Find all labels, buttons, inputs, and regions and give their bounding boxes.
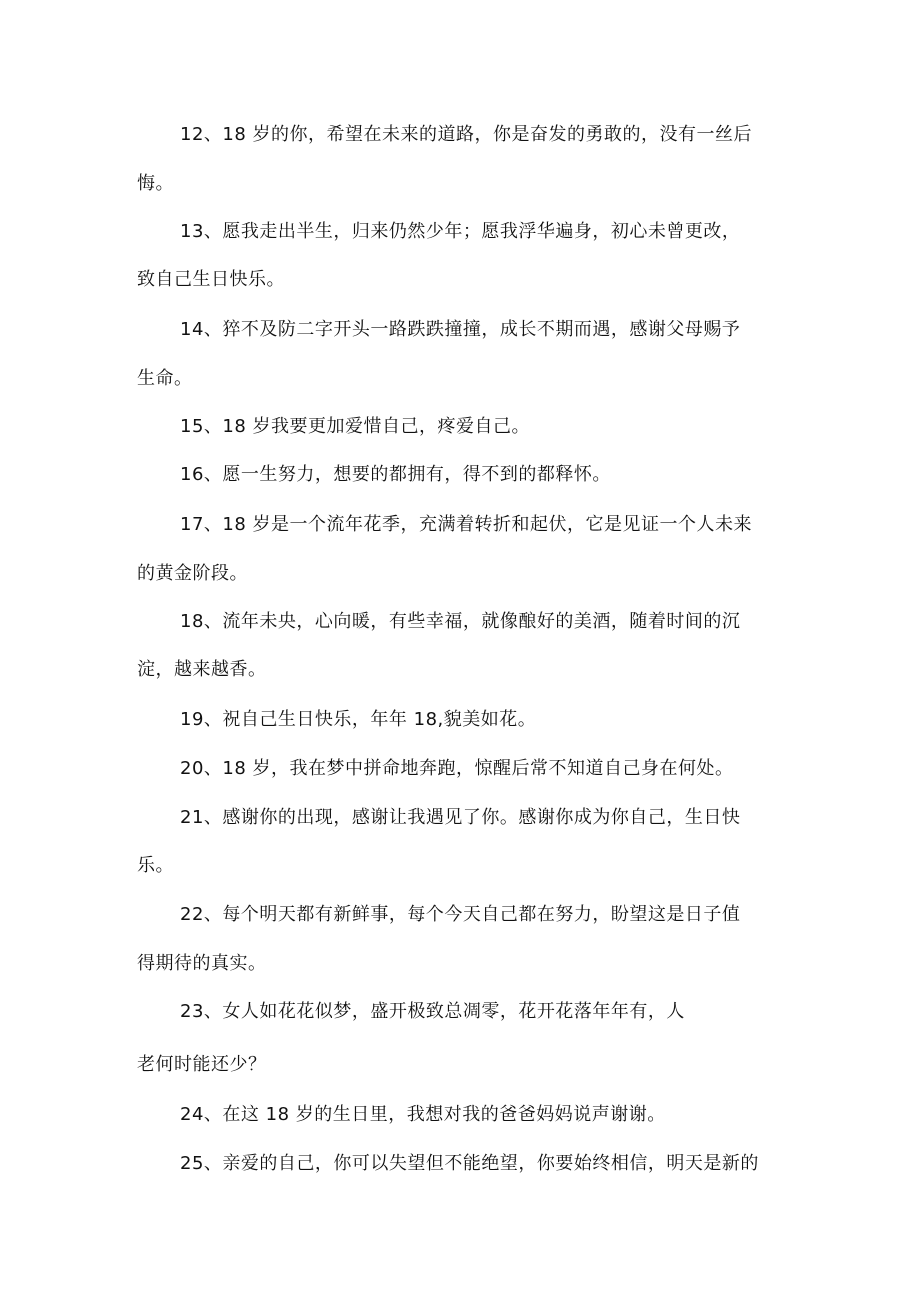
item-22-line-1: 22、每个明天都有新鲜事，每个今天自己都在努力，盼望这是日子值 bbox=[180, 904, 741, 925]
item-21-line-2: 乐。 bbox=[137, 855, 174, 876]
item-13-line-2: 致自己生日快乐。 bbox=[137, 269, 285, 290]
item-23-line-2: 老何时能还少？ bbox=[137, 1054, 267, 1075]
item-21-line-1: 21、感谢你的出现，感谢让我遇见了你。感谢你成为你自己，生日快 bbox=[180, 807, 741, 828]
item-19-line-1: 19、祝自己生日快乐，年年 18,貌美如花。 bbox=[180, 709, 537, 730]
item-17-line-2: 的黄金阶段。 bbox=[137, 563, 248, 584]
item-14-line-1: 14、猝不及防二字开头一路跌跌撞撞，成长不期而遇，感谢父母赐予 bbox=[180, 319, 741, 340]
item-12-line-2: 悔。 bbox=[137, 173, 174, 194]
item-18-line-2: 淀，越来越香。 bbox=[137, 659, 267, 680]
item-17-line-1: 17、18 岁是一个流年花季，充满着转折和起伏，它是见证一个人未来 bbox=[180, 514, 753, 535]
item-18-line-1: 18、流年未央，心向暖，有些幸福，就像酿好的美酒，随着时间的沉 bbox=[180, 611, 741, 632]
item-25-line-1: 25、亲爱的自己，你可以失望但不能绝望，你要始终相信，明天是新的 bbox=[180, 1153, 759, 1174]
item-14-line-2: 生命。 bbox=[137, 368, 193, 389]
item-22-line-2: 得期待的真实。 bbox=[137, 953, 267, 974]
item-16-line-1: 16、愿一生努力，想要的都拥有，得不到的都释怀。 bbox=[180, 464, 611, 485]
item-15-line-1: 15、18 岁我要更加爱惜自己，疼爱自己。 bbox=[180, 416, 531, 437]
item-20-line-1: 20、18 岁，我在梦中拼命地奔跑，惊醒后常不知道自己身在何处。 bbox=[180, 758, 734, 779]
item-24-line-1: 24、在这 18 岁的生日里，我想对我的爸爸妈妈说声谢谢。 bbox=[180, 1104, 666, 1125]
item-23-line-1: 23、女人如花花似梦，盛开极致总凋零，花开花落年年有，人 bbox=[180, 1001, 685, 1022]
item-12-line-1: 12、18 岁的你，希望在未来的道路，你是奋发的勇敢的，没有一丝后 bbox=[180, 124, 753, 145]
item-13-line-1: 13、愿我走出半生，归来仍然少年；愿我浮华遍身，初心未曾更改， bbox=[180, 221, 741, 242]
